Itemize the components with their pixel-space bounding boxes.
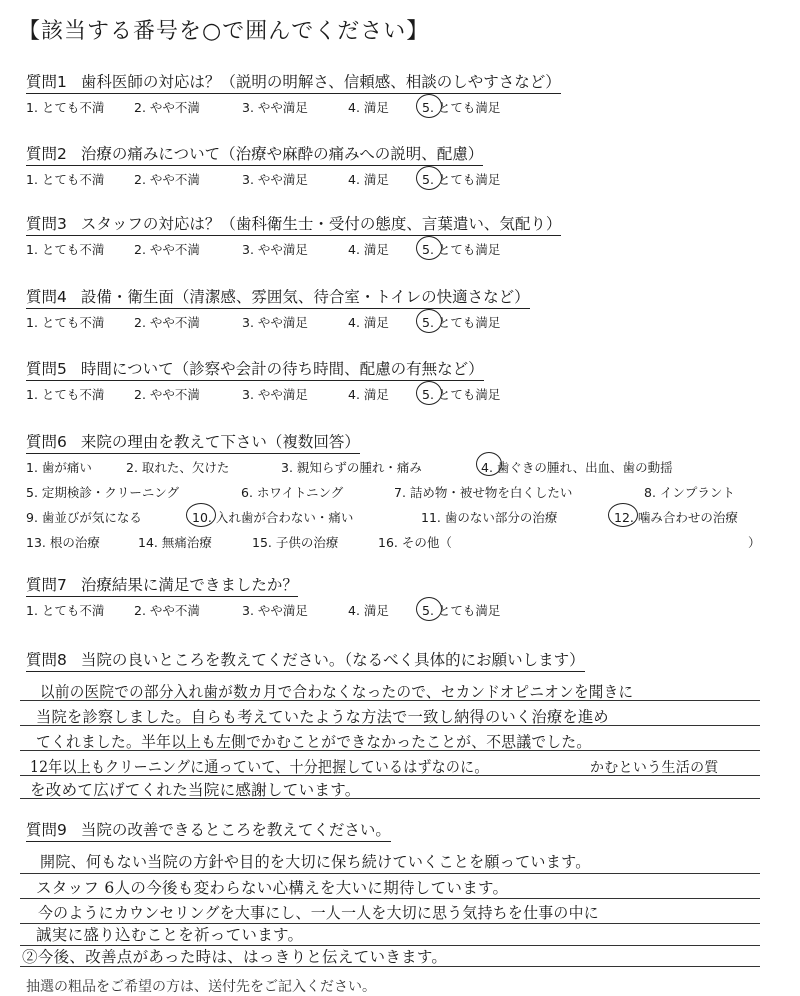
q4-option-4[interactable]: 4. 満足 <box>348 315 389 330</box>
q3-option-2[interactable]: 2. やや不満 <box>134 242 200 257</box>
reason-10-circle <box>186 503 216 527</box>
question-7-title <box>26 573 298 597</box>
reason-1[interactable]: 1. 歯が痛い <box>26 460 92 475</box>
q3-selected-circle <box>416 236 442 260</box>
q2-option-4[interactable]: 4. 満足 <box>348 172 389 187</box>
reason-16-close: ） <box>748 535 761 550</box>
q2-selected-circle <box>416 166 442 190</box>
q8-answer-line-4a: 12年以上もクリーニングに通っていて、十分把握しているはずなのに。 <box>30 758 489 776</box>
q9-answer-line-5: ②今後、改善点があった時は、はっきりと伝えていきます。 <box>22 948 448 966</box>
reason-13[interactable]: 13. 根の治療 <box>26 535 100 550</box>
q3-option-3[interactable]: 3. やや満足 <box>242 242 308 257</box>
q3-option-5[interactable]: 5. とても満足 <box>422 242 501 257</box>
question-1-title <box>26 70 561 94</box>
question-7-number: 質問7 <box>26 576 67 594</box>
question-3-title <box>26 212 561 236</box>
q8-answer-line-1: 以前の医院での部分入れ歯が数カ月で合わなくなったので、セカンドオピニオンを聞きに <box>40 683 634 701</box>
q5-option-2[interactable]: 2. やや不満 <box>134 387 200 402</box>
q7-option-4[interactable]: 4. 満足 <box>348 603 389 618</box>
q1-option-3[interactable]: 3. やや満足 <box>242 100 308 115</box>
q3-option-1[interactable]: 1. とても不満 <box>26 242 105 257</box>
q4-option-1[interactable]: 1. とても不満 <box>26 315 105 330</box>
question-6-number: 質問6 <box>26 433 67 451</box>
q5-option-4[interactable]: 4. 満足 <box>348 387 389 402</box>
reason-10[interactable]: 10. 入れ歯が合わない・痛い <box>192 510 354 525</box>
q8-answer-line-2: 当院を診察しました。自らも考えていたような方法で一致し納得のいく治療を進め <box>36 708 609 726</box>
q3-option-4[interactable]: 4. 満足 <box>348 242 389 257</box>
q4-option-5[interactable]: 5. とても満足 <box>422 315 501 330</box>
q8-answer-line-3: てくれました。半年以上も左側でかむことができなかったことが、不思議でした。 <box>36 733 592 751</box>
reason-12-circle <box>608 503 638 527</box>
question-9-title <box>26 818 391 842</box>
question-4-number: 質問4 <box>26 288 67 306</box>
question-5-number: 質問5 <box>26 360 67 378</box>
question-2-title <box>26 142 483 166</box>
q7-option-5[interactable]: 5. とても満足 <box>422 603 501 618</box>
reason-12[interactable]: 12. 噛み合わせの治療 <box>614 510 738 525</box>
q2-option-2[interactable]: 2. やや不満 <box>134 172 200 187</box>
q4-option-3[interactable]: 3. やや満足 <box>242 315 308 330</box>
q8-answer-line-5: を改めて広げてくれた当院に感謝しています。 <box>30 781 361 799</box>
q1-selected-circle <box>416 94 442 118</box>
question-4-text: 設備・衛生面（清潔感、雰囲気、待合室・トイレの快適さなど） <box>80 288 530 306</box>
question-8-title <box>26 648 585 672</box>
q9-line-2 <box>20 898 760 899</box>
reason-7[interactable]: 7. 詰め物・被せ物を白くしたい <box>394 485 573 500</box>
q2-option-3[interactable]: 3. やや満足 <box>242 172 308 187</box>
q2-option-5[interactable]: 5. とても満足 <box>422 172 501 187</box>
q9-line-1 <box>20 873 760 874</box>
q8-answer-line-4b: かむという生活の質 <box>590 760 719 776</box>
reason-6[interactable]: 6. ホワイトニング <box>241 485 344 500</box>
reason-8[interactable]: 8. インプラント <box>644 485 735 500</box>
question-6-text: 来院の理由を教えて下さい（複数回答） <box>80 433 360 451</box>
question-2-number: 質問2 <box>26 145 67 163</box>
q1-option-1[interactable]: 1. とても不満 <box>26 100 105 115</box>
question-4-title <box>26 285 530 309</box>
question-8-number: 質問8 <box>26 651 67 669</box>
question-3-text: スタッフの対応は？（歯科衛生士・受付の態度、言葉遣い、気配り） <box>80 215 562 233</box>
question-1-text: 歯科医師の対応は？（説明の明解さ、信頼感、相談のしやすさなど） <box>80 73 561 91</box>
q1-option-2[interactable]: 2. やや不満 <box>134 100 200 115</box>
question-9-text: 当院の改善できるところを教えてください。 <box>80 821 391 839</box>
page-header: 【該当する番号を○で囲んでください】 <box>18 19 430 44</box>
question-3-number: 質問3 <box>26 215 67 233</box>
q1-option-5[interactable]: 5. とても満足 <box>422 100 501 115</box>
q7-selected-circle <box>416 597 442 621</box>
q5-selected-circle <box>416 381 442 405</box>
reason-11[interactable]: 11. 歯のない部分の治療 <box>421 510 558 525</box>
question-2-text: 治療の痛みについて（治療や麻酔の痛みへの説明、配慮） <box>80 145 484 163</box>
q5-option-3[interactable]: 3. やや満足 <box>242 387 308 402</box>
reason-5[interactable]: 5. 定期検診・クリーニング <box>26 485 180 500</box>
reason-16[interactable]: 16. その他（ <box>378 535 452 550</box>
q1-option-4[interactable]: 4. 満足 <box>348 100 389 115</box>
q5-option-1[interactable]: 1. とても不満 <box>26 387 105 402</box>
q7-option-3[interactable]: 3. やや満足 <box>242 603 308 618</box>
question-1-number: 質問1 <box>26 73 67 91</box>
q9-answer-line-3: 今のようにカウンセリングを大事にし、一人一人を大切に思う気持ちを仕事の中に <box>38 904 599 922</box>
question-9-number: 質問9 <box>26 821 67 839</box>
reason-14[interactable]: 14. 無痛治療 <box>138 535 212 550</box>
q9-answer-line-4: 誠実に盛り込むことを祈っています。 <box>36 926 304 944</box>
footer-note: 抽選の粗品をご希望の方は、送付先をご記入ください。 <box>26 979 376 995</box>
reason-15[interactable]: 15. 子供の治療 <box>252 535 339 550</box>
reason-4-circle <box>476 452 502 476</box>
reason-9[interactable]: 9. 歯並びが気になる <box>26 510 142 525</box>
q7-option-2[interactable]: 2. やや不満 <box>134 603 200 618</box>
question-6-title <box>26 430 360 454</box>
question-7-text: 治療結果に満足できましたか？ <box>80 576 298 594</box>
q9-answer-line-1: 開院、何もない当院の方針や目的を大切に保ち続けていくことを願っています。 <box>40 853 591 871</box>
reason-2[interactable]: 2. 取れた、欠けた <box>126 460 230 475</box>
question-5-title <box>26 357 484 381</box>
q4-option-2[interactable]: 2. やや不満 <box>134 315 200 330</box>
q9-answer-line-2: スタッフ 6人の今後も変わらない心構えを大いに期待しています。 <box>36 879 509 897</box>
q7-option-1[interactable]: 1. とても不満 <box>26 603 105 618</box>
reason-3[interactable]: 3. 親知らずの腫れ・痛み <box>281 460 422 475</box>
reason-4[interactable]: 4. 歯ぐきの腫れ、出血、歯の動揺 <box>481 460 673 475</box>
question-8-text: 当院の良いところを教えてください。（なるべく具体的にお願いします） <box>80 651 585 669</box>
q5-option-5[interactable]: 5. とても満足 <box>422 387 501 402</box>
q2-option-1[interactable]: 1. とても不満 <box>26 172 105 187</box>
question-5-text: 時間について（診察や会計の待ち時間、配慮の有無など） <box>80 360 484 378</box>
q4-selected-circle <box>416 309 442 333</box>
